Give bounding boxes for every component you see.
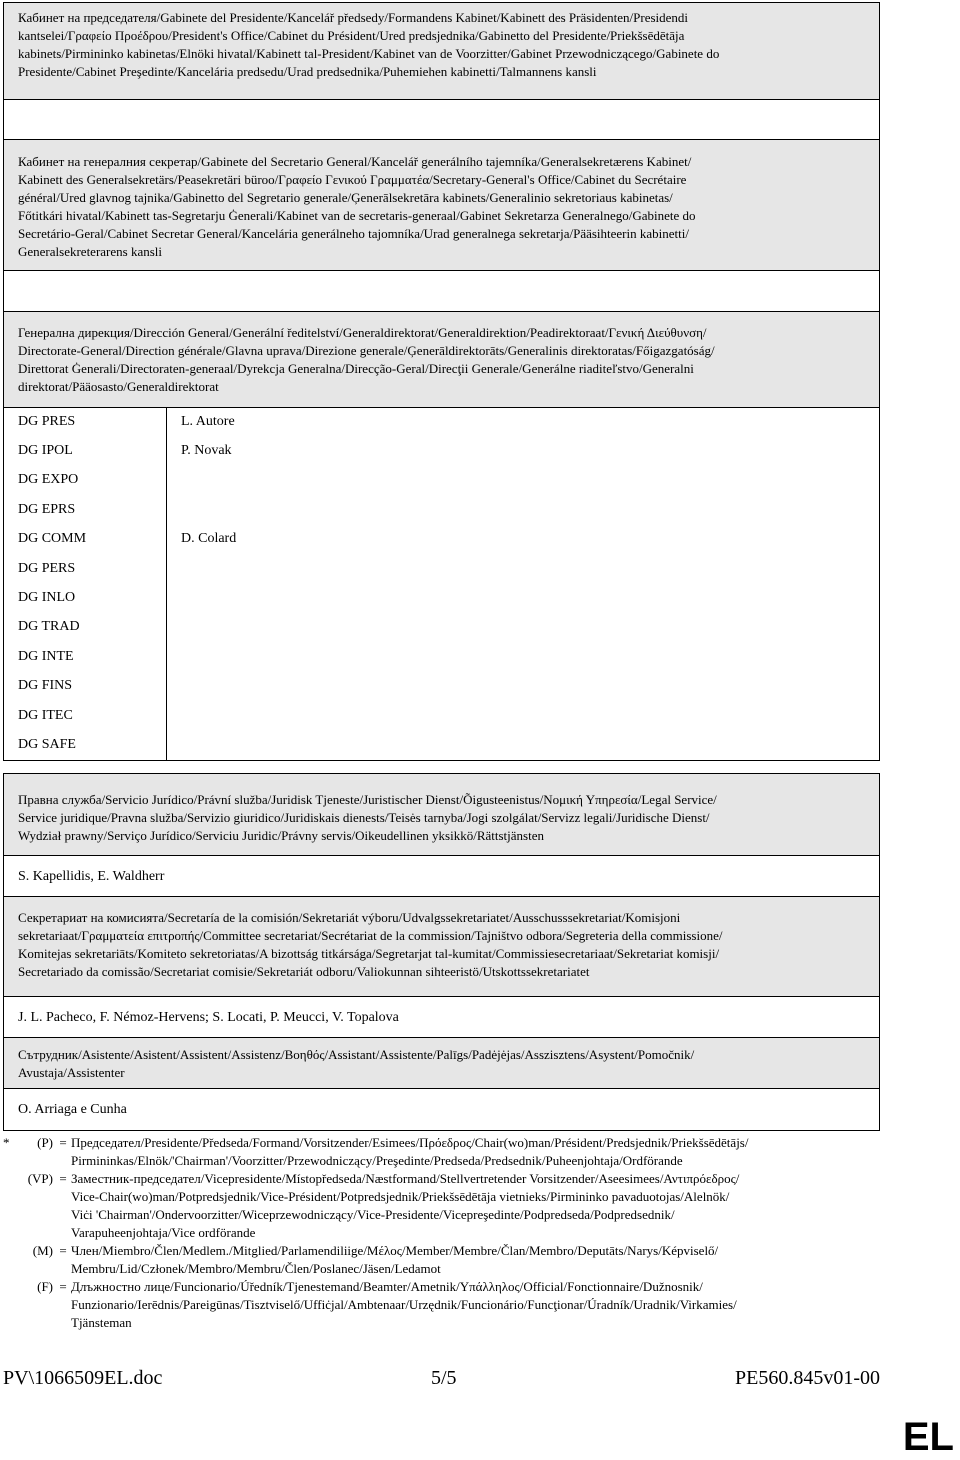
footnote-star: * [3, 1135, 10, 1150]
dg-code: DG EXPO [4, 466, 167, 495]
dg-director [167, 466, 880, 495]
heading-line: Directorate-General/Direction générale/Glavna uprava/Direzione generale/Ģenerāldirektorāts/Generalinis direktoratas/Főigazgatóság/ [18, 343, 715, 358]
heading-line: Direttorat Ġenerali/Directoraten-generaal/Dyrekcja Generalna/Direcção-Geral/Direcţii Generale/Generálne riaditeľstvo/Generalni [18, 361, 694, 376]
heading-line: Főtitkári hivatal/Kabinett tas-Segretarju Ġenerali/Kabinet van de secretaris-generaal/Gabinet Sekretarza Generalnego/Gabinete do [18, 208, 696, 223]
legend-text [71, 1278, 880, 1332]
legend-abbr: (M) [32, 1243, 53, 1258]
legend-equals: = [59, 1135, 67, 1150]
legend-line: Vice-Chair(wo)man/Potpredsjednik/Vice-Président/Potpredsjednik/Priekšsēdētāja vietnieks/Pirmininko pavaduotojas/Alelnök/ [71, 1189, 730, 1204]
heading-line: Сътрудник/Asistente/Asistent/Assistent/Assistenz/Βοηθός/Assistant/Assistente/Palīgs/Padėjėjas/Asszisztens/Asystent/Pomočnik/ [18, 1047, 695, 1062]
president-office-names-cell [4, 100, 880, 142]
president-office-heading-cell [4, 3, 880, 100]
legend-line: Membru/Lid/Członek/Membro/Membru/Člen/Poslanec/Jäsen/Ledamot [71, 1261, 441, 1276]
dg-director [167, 730, 880, 760]
dg-row [4, 672, 880, 701]
dg-row [4, 583, 880, 612]
dg-director [167, 701, 880, 730]
heading-line: Komitejas sekretariāts/Komiteto sekretoriatas/A bizottság titkársága/Segretarjat tal-kumitat/Commissiesecretariaat/Sekretariat komisji/ [18, 946, 720, 961]
secretary-general-section [3, 139, 880, 313]
dg-code: DG COMM [4, 525, 167, 554]
secretary-general-heading-cell [4, 140, 880, 271]
dg-code: DG SAFE [4, 730, 167, 760]
heading-line: Kabinett des Generalsekretärs/Peasekretäri büroo/Γραφείο Γενικού Γραμματέα/Secretary-General's Office/Cabinet du Secrétaire [18, 172, 687, 187]
page-number: 5/5 [431, 1367, 457, 1389]
legend-text [71, 1170, 880, 1242]
dg-row [4, 466, 880, 495]
legend-equals: = [59, 1243, 67, 1258]
dg-row [4, 495, 880, 524]
dg-director: L. Autore [167, 407, 880, 436]
assistant-heading-cell [4, 1038, 880, 1089]
heading-line: Правна служба/Servicio Jurídico/Právní služba/Juridisk Tjeneste/Juristischer Dienst/Õigusteenistus/Νομική Υπηρεσία/Legal Service/ [18, 792, 717, 807]
legal-service-heading-cell [4, 774, 880, 856]
heading-line: kabinets/Pirmininko kabinetas/Elnöki hivatal/Kabinett tal-President/Kabinet van de Voorzitter/Gabinet Przewodniczącego/Gabinete do [18, 46, 720, 61]
legend-line: Tjänsteman [71, 1315, 132, 1330]
legend-line: Varapuheenjohtaja/Vice ordförande [71, 1225, 256, 1240]
dg-list [3, 407, 880, 761]
legend-equals: = [59, 1171, 67, 1186]
legend-line: Член/Miembro/Člen/Medlem./Mitglied/Parlamendiliige/Μέλος/Member/Membre/Član/Membro/Deputāts/Narys/Képviselő/ [71, 1243, 719, 1258]
dg-code: DG EPRS [4, 495, 167, 524]
committee-secretariat-section [3, 896, 880, 1039]
dg-director [167, 672, 880, 701]
heading-line: Кабинет на генералния секретар/Gabinete del Secretario General/Kancelář generálního tajemníka/Generalsekretærens Kabinet/ [18, 154, 692, 169]
legend-item [3, 1242, 880, 1278]
dg-code: DG PERS [4, 554, 167, 583]
legal-service-names-cell [4, 856, 880, 898]
heading-line: Кабинет на председателя/Gabinete del Presidente/Kancelář předsedy/Formandens Kabinet/Kabinett des Präsidenten/Presidendi [18, 10, 689, 25]
legend-item [3, 1170, 880, 1242]
legend-line: Председател/Presidente/Předseda/Formand/Vorsitzender/Esimees/Πρόεδρος/Chair(wo)man/Président/Predsjednik/Priekšsēdētājs/ [71, 1135, 749, 1150]
dg-row [4, 701, 880, 730]
dg-director [167, 613, 880, 642]
heading-line: Wydział prawny/Serviço Jurídico/Serviciu Juridic/Právny servis/Oikeudellinen yksikkö/Rättstjänsten [18, 828, 544, 843]
directorate-general-section [3, 311, 880, 408]
dg-row [4, 436, 880, 465]
heading-line: Секретариат на комисията/Secretaría de la comisión/Sekretariát výboru/Udvalgssekretariatet/Ausschusssekretariat/Komisjoni [18, 910, 681, 925]
dg-code: DG INLO [4, 583, 167, 612]
dg-code: DG INTE [4, 642, 167, 671]
secretary-general-names-cell [4, 271, 880, 313]
heading-line: Avustaja/Assistenter [18, 1065, 125, 1080]
heading-line: Service juridique/Pravna služba/Servizio giuridico/Juridiskais dienests/Teisės tarnyba/Jogi szolgálat/Servizz legali/Juridische Dienst/ [18, 810, 710, 825]
legal-service-names: S. Kapellidis, E. Waldherr [18, 869, 165, 884]
president-office-section [3, 2, 880, 142]
committee-secretariat-names-cell [4, 997, 880, 1039]
directorate-general-heading [4, 312, 879, 396]
committee-secretariat-heading [4, 897, 879, 981]
heading-line: Presidente/Cabinet Preşedinte/Kancelária predsedu/Urad predsednika/Puhemiehen kabinetti/Talmannens kansli [18, 64, 597, 79]
heading-line: sekretariaat/Γραμματεία επιτροπής/Committee secretariat/Secrétariat de la commission/Tajništvo odbora/Segreteria della commissione/ [18, 928, 723, 943]
page-footer [3, 1367, 880, 1391]
legend-line: Длъжностно лице/Funcionario/Úředník/Tjenestemand/Beamter/Ametnik/Υπάλληλος/Official/Fonctionnaire/Dužnosnik/ [71, 1279, 703, 1294]
president-office-heading [4, 3, 879, 81]
secretary-general-heading [4, 140, 879, 261]
legend-line: Заместник-председател/Vicepresidente/Místopředseda/Næstformand/Stellvertretender Vorsitzender/Aseesimees/Αντιπρόεδρος/ [71, 1171, 740, 1186]
legend-abbr: (P) [37, 1135, 53, 1150]
heading-line: Secretário-Geral/Cabinet Secretar General/Kancelária generálneho tajomníka/Urad generalnega sekretarja/Pääsihteerin kabinetti/ [18, 226, 689, 241]
legend-equals: = [59, 1279, 67, 1294]
committee-secretariat-names: J. L. Pacheco, F. Némoz-Hervens; S. Locati, P. Meucci, V. Topalova [18, 1010, 399, 1025]
heading-line: kantselei/Γραφείο Προέδρου/President's Office/Cabinet du Président/Ured predsjednika/Gabinetto del Presidente/Priekšsēdētāja [18, 28, 685, 43]
dg-code: DG TRAD [4, 613, 167, 642]
dg-row [4, 642, 880, 671]
heading-line: Generalsekreterarens kansli [18, 244, 163, 259]
heading-line: Secretariado da comissão/Secretariat comisie/Sekretariát odboru/Valiokunnan sihteeristö/Utskottssekretariatet [18, 964, 590, 979]
dg-director [167, 495, 880, 524]
dg-row [4, 730, 880, 760]
dg-director: P. Novak [167, 436, 880, 465]
dg-director [167, 583, 880, 612]
document-reference: PV\1066509EL.doc [3, 1367, 163, 1389]
dg-director [167, 554, 880, 583]
legal-service-section [3, 773, 880, 898]
legend-abbr: (VP) [27, 1171, 53, 1186]
heading-line: direktorat/Pääosasto/Generaldirektorat [18, 379, 219, 394]
dg-row [4, 525, 880, 554]
legend-line: Funzionario/Ierēdnis/Pareigūnas/Tisztviselő/Uffiċjal/Ambtenaar/Urzędnik/Funcionário/Funcţionar/Úradník/Uradnik/Virkamies/ [71, 1297, 737, 1312]
dg-director: D. Colard [167, 525, 880, 554]
committee-secretariat-heading-cell [4, 897, 880, 997]
dg-code: DG IPOL [4, 436, 167, 465]
legend-line: Pirmininkas/Elnök/'Chairman'/Voorzitter/Przewodniczący/Preşedinte/Predseda/Predsednik/Puheenjohtaja/Ordförande [71, 1153, 683, 1168]
dg-code: DG FINS [4, 672, 167, 701]
assistant-section [3, 1037, 880, 1131]
dg-row [4, 407, 880, 436]
language-code: EL [902, 1415, 954, 1459]
legal-service-heading [4, 774, 879, 845]
pe-reference: PE560.845v01-00 [735, 1367, 880, 1389]
legend-item [3, 1278, 880, 1332]
assistant-names-cell [4, 1089, 880, 1131]
dg-code: DG ITEC [4, 701, 167, 730]
assistant-names: O. Arriaga e Cunha [18, 1102, 127, 1117]
assistant-heading [4, 1038, 879, 1082]
legend-abbr: (F) [37, 1279, 53, 1294]
dg-row [4, 613, 880, 642]
legend-line: Viċi 'Chairman'/Ondervoorzitter/Wiceprzewodniczący/Vice-Presidente/Vicepreşedinte/Podpredseda/Podpredsednik/ [71, 1207, 675, 1222]
dg-row [4, 554, 880, 583]
legend-item [3, 1134, 880, 1170]
heading-line: Генерална дирекция/Dirección General/Generální ředitelství/Generaldirektorat/Generaldirektion/Peadirektoraat/Γενική Διεύθυνση/ [18, 325, 707, 340]
dg-code: DG PRES [4, 407, 167, 436]
heading-line: général/Ured glavnog tajnika/Gabinetto del Segretario generale/Ģenerālsekretāra kabinets/Generalinio sekretoriaus kabinetas/ [18, 190, 673, 205]
legend-text [71, 1134, 880, 1170]
abbreviation-legend [3, 1134, 880, 1332]
directorate-general-heading-cell [4, 312, 880, 408]
dg-director [167, 642, 880, 671]
legend-text [71, 1242, 880, 1278]
